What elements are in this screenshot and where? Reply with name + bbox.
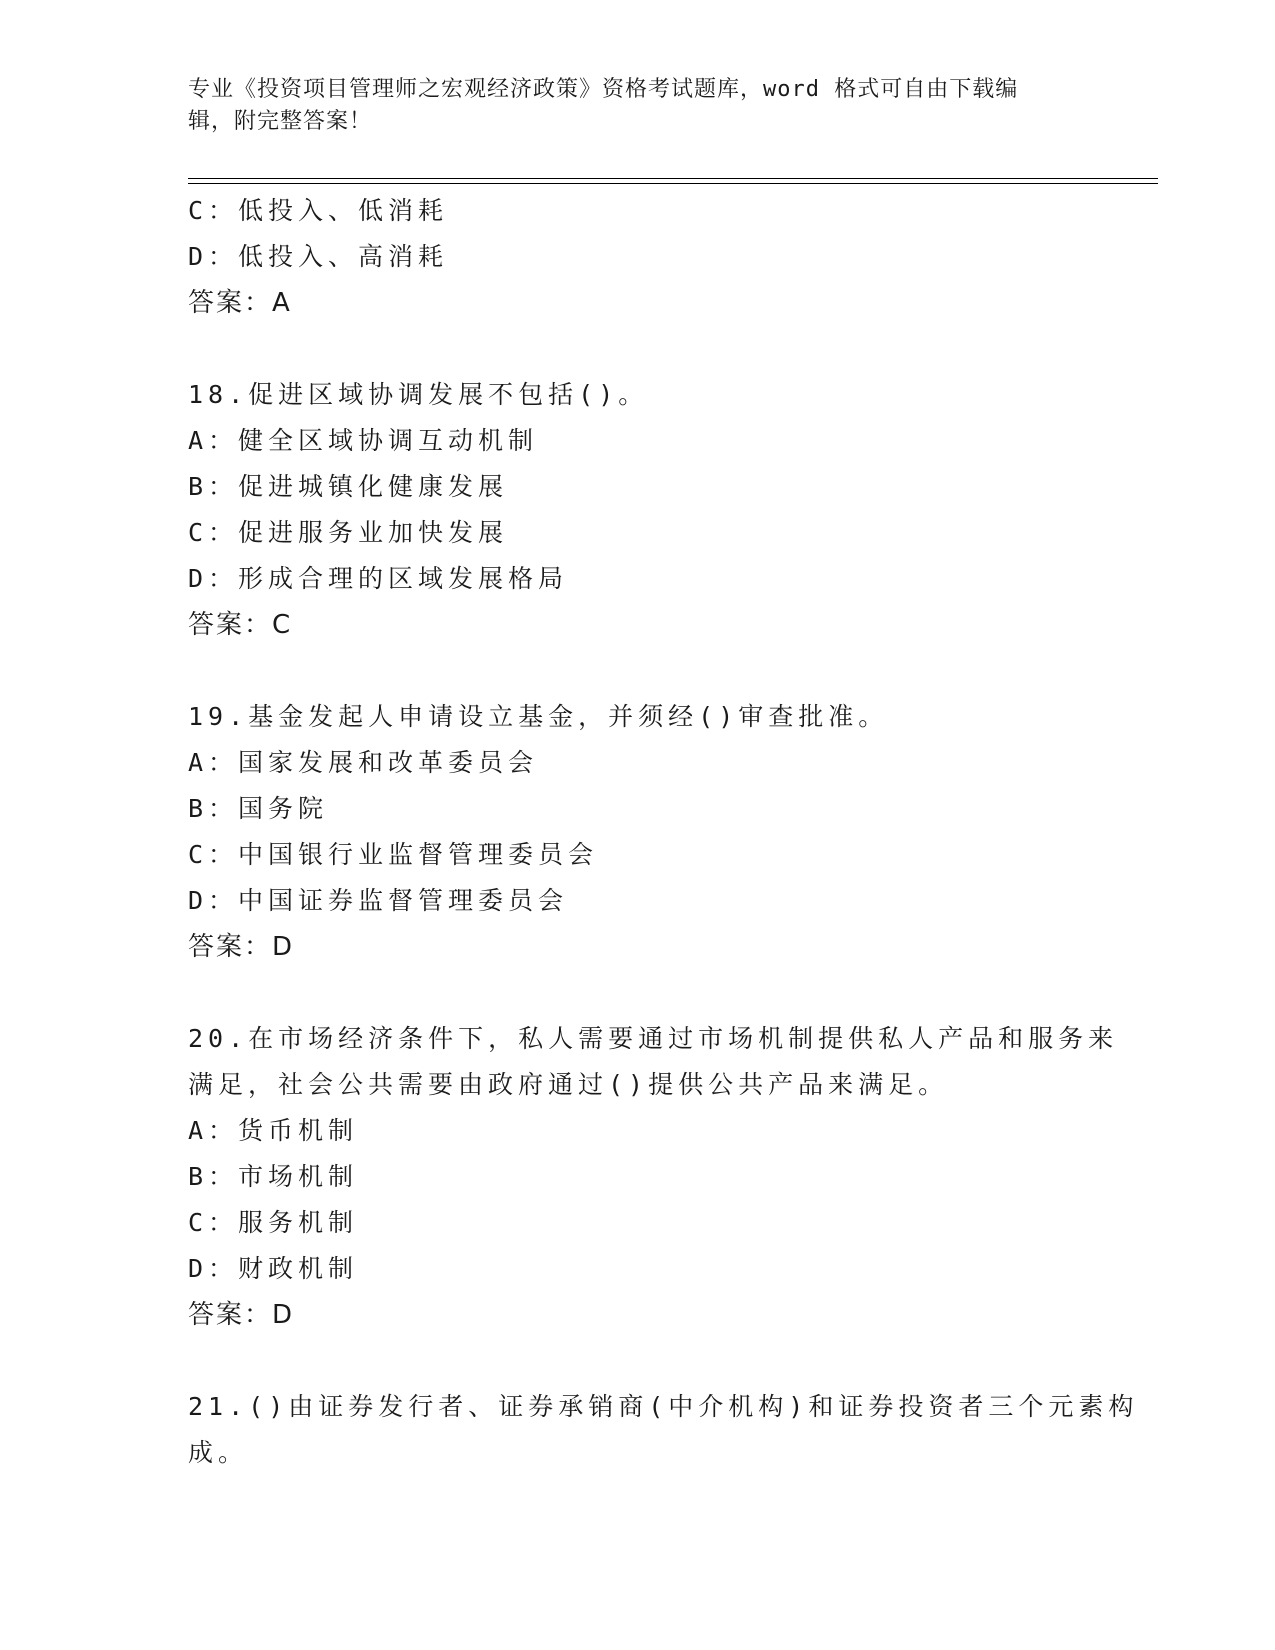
question-list [188, 188, 1139, 1476]
header-divider-top [188, 178, 1158, 179]
option-c: C：低投入、低消耗 [188, 196, 449, 225]
header-divider-bottom [188, 183, 1158, 184]
spacer [188, 326, 1088, 372]
option-b: B：促进城镇化健康发展 [188, 472, 509, 501]
option-b: B：国务院 [188, 794, 329, 823]
option-c: C：促进服务业加快发展 [188, 518, 509, 547]
answer: 答案：C [188, 610, 293, 640]
document-header [188, 74, 1068, 138]
answer: 答案：D [188, 932, 295, 962]
option-d: D：低投入、高消耗 [188, 242, 449, 271]
question-stem: 19.基金发起人申请设立基金，并须经()审查批准。 [188, 702, 889, 731]
header-line-2: 辑，附完整答案！ [188, 109, 373, 134]
option-a: A：货币机制 [188, 1116, 359, 1145]
option-a: A：健全区域协调互动机制 [188, 426, 539, 455]
spacer [188, 648, 1088, 694]
option-d: D：形成合理的区域发展格局 [188, 564, 569, 593]
question-stem-line-1: 20.在市场经济条件下，私人需要通过市场机制提供私人产品和服务来 [188, 1024, 1119, 1053]
question-18 [188, 372, 1088, 648]
option-d: D：中国证券监督管理委员会 [188, 886, 569, 915]
question-stem: 18.促进区域协调发展不包括()。 [188, 380, 649, 409]
spacer [188, 1338, 1088, 1384]
spacer [188, 970, 1088, 1016]
option-c: C：中国银行业监督管理委员会 [188, 840, 599, 869]
question-21 [188, 1384, 1139, 1476]
question-stem-line-2: 成。 [188, 1438, 249, 1467]
question-17-tail [188, 188, 1088, 326]
option-b: B：市场机制 [188, 1162, 359, 1191]
question-stem-line-2: 满足，社会公共需要由政府通过()提供公共产品来满足。 [188, 1070, 949, 1099]
answer: 答案：A [188, 288, 292, 318]
answer: 答案：D [188, 1300, 295, 1330]
question-19 [188, 694, 1088, 970]
header-line-1: 专业《投资项目管理师之宏观经济政策》资格考试题库，word 格式可自由下载编 [188, 77, 1019, 102]
question-20 [188, 1016, 1119, 1338]
question-stem-line-1: 21.()由证券发行者、证券承销商(中介机构)和证券投资者三个元素构 [188, 1392, 1139, 1421]
option-d: D：财政机制 [188, 1254, 359, 1283]
option-c: C：服务机制 [188, 1208, 359, 1237]
option-a: A：国家发展和改革委员会 [188, 748, 539, 777]
